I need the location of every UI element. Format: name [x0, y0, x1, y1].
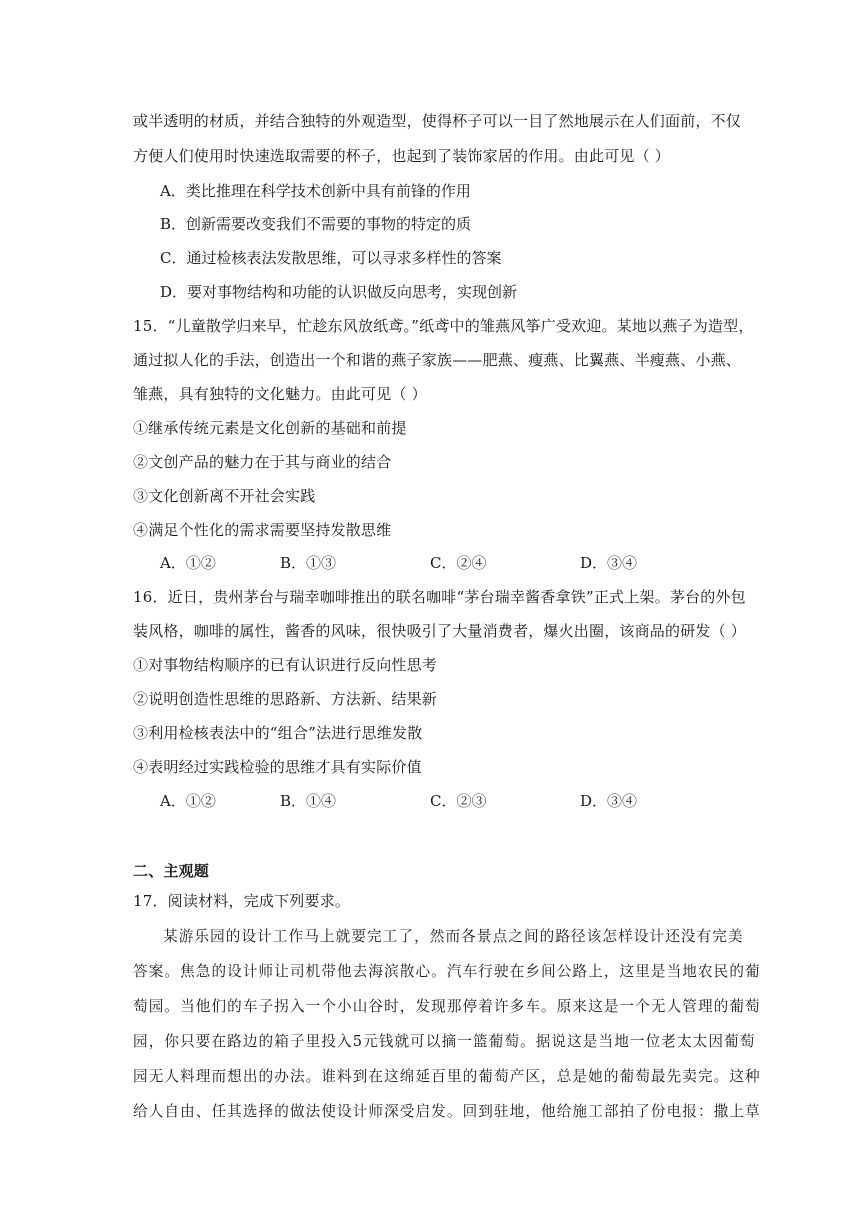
q16-item-3: ③利用检核表法中的“组合”法进行思维发散: [133, 724, 423, 742]
q14-option-d: D．要对事物结构和功能的认识做反向思考，实现创新: [160, 283, 518, 301]
material-paragraph-line-3: 萄园。当他们的车子拐入一个小山谷时，发现那停着许多车。原来这是一个无人管理的葡萄: [133, 998, 761, 1015]
q15-choice-d: D．③④: [580, 554, 638, 572]
q15-choice-c: C．②④: [430, 554, 487, 572]
q14-continuation-line-1: 或半透明的材质，并结合独特的外观造型，使得杯子可以一目了然地展示在人们面前，不仅: [133, 112, 742, 130]
q16-stem-line-1: 16．近日，贵州茅台与瑞幸咖啡推出的联名咖啡“茅台瑞幸酱香拿铁”正式上架。茅台的外包: [133, 588, 746, 606]
q15-choice-a: A．①②: [160, 554, 216, 572]
q15-item-2: ②文创产品的魅力在于其与商业的结合: [133, 453, 392, 471]
q16-item-1: ①对事物结构顺序的已有认识进行反向性思考: [133, 656, 438, 674]
q15-stem-line-1: 15．“儿童散学归来早，忙趁东风放纸鸢。”纸鸢中的雏燕风筝广受欢迎。某地以燕子为造型，: [133, 317, 754, 335]
q17-title: 17．阅读材料，完成下列要求。: [133, 892, 351, 910]
material-paragraph-line-6: 给人自由、任其选择的做法使设计师深受启发。回到驻地，他给施工部拍了份电报：撒上草: [133, 1103, 761, 1120]
q15-stem-line-3: 雏燕，具有独特的文化魅力。由此可见（ ）: [133, 385, 427, 403]
q15-item-1: ①继承传统元素是文化创新的基础和前提: [133, 419, 407, 437]
q15-item-4: ④满足个性化的需求需要坚持发散思维: [133, 521, 392, 539]
q15-item-3: ③文化创新离不开社会实践: [133, 487, 316, 505]
q16-choice-b: B．①④: [280, 792, 337, 810]
material-paragraph-line-1: 某游乐园的设计工作马上就要完工了，然而各景点之间的路径该怎样设计还没有完美: [163, 928, 744, 945]
material-paragraph-line-4: 园，你只要在路边的箱子里投入5元钱就可以摘一篮葡萄。据说这是当地一位老太太因葡萄: [133, 1033, 756, 1050]
q16-item-4: ④表明经过实践检验的思维才具有实际价值: [133, 758, 422, 776]
q16-choice-a: A．①②: [160, 792, 216, 810]
q16-stem-line-2: 装风格，咖啡的属性，酱香的风味，很快吸引了大量消费者，爆火出圈，该商品的研发（ ）: [133, 622, 746, 640]
q16-item-2: ②说明创造性思维的思路新、方法新、结果新: [133, 690, 438, 708]
section-heading: 二、主观题: [133, 862, 210, 880]
q16-choice-d: D．③④: [580, 792, 638, 810]
material-paragraph-line-5: 园无人料理而想出的办法。谁料到在这绵延百里的葡萄产区，总是她的葡萄最先卖完。这种: [133, 1068, 761, 1085]
q15-stem-line-2: 通过拟人化的手法，创造出一个和谐的燕子家族——肥燕、瘦燕、比翼燕、半瘦燕、小燕、: [133, 351, 742, 369]
q16-choice-c: C．②③: [430, 792, 487, 810]
q14-option-c: C．通过检核表法发散思维，可以寻求多样性的答案: [160, 249, 502, 267]
q15-choice-b: B．①③: [280, 554, 337, 572]
q14-option-b: B．创新需要改变我们不需要的事物的特定的质: [160, 215, 472, 233]
q14-continuation-line-2: 方便人们使用时快速选取需要的杯子，也起到了装饰家居的作用。由此可见（ ）: [133, 147, 670, 165]
q14-option-a: A．类比推理在科学技术创新中具有前锋的作用: [160, 182, 471, 200]
material-paragraph-line-2: 答案。焦急的设计师让司机带他去海滨散心。汽车行驶在乡间公路上，这里是当地农民的葡: [133, 963, 761, 980]
